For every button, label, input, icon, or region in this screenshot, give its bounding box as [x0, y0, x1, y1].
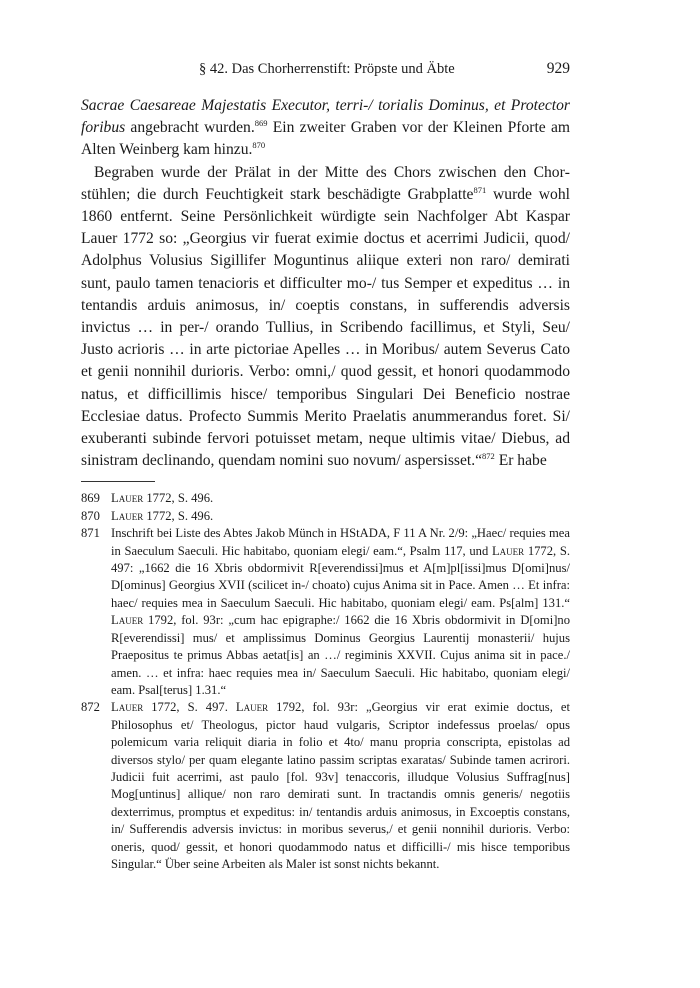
footnote-text-b: 1772, S. 497: „1662 die 16 Xbris obdormivit R[everendissi]mus et A[m]pl[issi]mus D[omi]nus/ D[ominus] Georgius XVII (scilicet in-/ choato) cujus Anima sit in Pace. Amen … Et infra: haec/ requies mea in Saeculum Saeculi. Hic habitabo, quoniam elegi/ eam. Ps[alm] 131.“: [111, 543, 570, 610]
footnote-text-a: 1772, S. 497.: [143, 700, 236, 715]
footnote-number: 871: [81, 526, 100, 541]
footnote-872: [81, 699, 570, 873]
footnote-ref-871[interactable]: 871: [473, 184, 487, 195]
paragraph-2-text-c: Er habe: [494, 452, 547, 470]
paragraph-2: [81, 162, 570, 473]
footnote-author: Lauer: [235, 700, 269, 715]
footnote-ref-870[interactable]: 870: [252, 140, 266, 151]
footnote-author: Lauer: [111, 508, 144, 523]
paragraph-1-text-a: angebracht wurden.: [125, 119, 255, 137]
footnote-author: Lauer: [111, 491, 144, 506]
footnote-text-a: Inschrift bei Liste des Abtes Jakob Münch in HStADA, F 11 A Nr. 2/9: „Haec/ requies mea in Saeculum Saeculi. Hic habitabo, quoniam elegi/ eam.“, Psalm 117, und: [111, 526, 570, 558]
running-header: [81, 58, 570, 80]
footnote-870: [81, 508, 570, 525]
footnote-separator: [81, 481, 155, 482]
footnote-number: 869: [81, 491, 100, 506]
main-text: [81, 95, 570, 472]
running-title: § 42. Das Chorherrenstift: Pröpste und Äbte: [199, 61, 455, 77]
paragraph-2-text-a: Begraben wurde der Prälat in der Mitte des Chors zwischen den Chorstühlen; die durch Feuchtigkeit stark beschädigte Grabplatte: [81, 163, 570, 203]
footnote-ref-872[interactable]: 872: [482, 451, 495, 462]
page-number: 929: [546, 60, 570, 77]
paragraph-2-text-b: wurde wohl 1860 entfernt. Seine Persönlichkeit würdigte sein Nachfolger Abt Kaspar Lauer 1772 so: „Georgius vir fuerat eximie doctus et acerrimi Judicii, quod/ Adolphus Volusius Sigillifer Moguntinus aliique exteri non raro/ demirati sunt, paulo tamen tenacioris et difficulter mo-/ tus Semper et expeditus … in tentandis arduis animosus, in/ coeptis constans, in sufferendis adversis invictus … in per-/ orando Tullius, in Scribendo facillimus, et Styli, Seu/ Justo acrioris … in arte pictoriae Apelles … in Moribus/ autem Severus Cato et genii nonnihil durioris. Verbo: omni,/ quod gessit, et honori quodammodo natus, et difficillimis hisce/ temporibus Singulari Dei Beneficio nostrae Ecclesiae datus. Profecto Summis Merito Praelatis anummerandus foret. Si/ exuberanti subinde fervori potuisset metam, neque ultimis vitae/ Diebus, ad sinistram declinando, quendam nomini suo novum/ aspersisset.“: [81, 185, 570, 470]
footnote-author: Lauer: [111, 613, 144, 628]
footnote-text-c: 1792, fol. 93r: „cum hac epigraphe:/ 1662 die 16 Xbris obdormivit in D[omi]no R[everendissi] mus/ et amplissimus Dominus Georgius Laurentij monasterii/ hujus Praepositus te primus Abbas aetat[is] an …/ regiminis XXVII. Cujus anima sit in pace./ amen. … et infra: haec requies mea in/ Saeculum Saeculi. Hic habitabo, quoniam elegi/ eam. Psal[terus] 1.31.“: [111, 613, 570, 697]
footnote-author: Lauer: [491, 543, 525, 558]
footnote-number: 872: [81, 700, 100, 715]
footnote-author: Lauer: [111, 700, 144, 715]
footnote-number: 870: [81, 508, 100, 523]
footnote-text-b: 1792, fol. 93r: „Georgius vir erat eximie doctus, et Philosophus et/ Theologus, pictor haud vulgaris, Scriptor indefessus proelas/ opus polemicum varia reliquit diaria in folio et 4to/ manu propria conscripta, epistolas ad diversos stylo/ per quam elegante latino passim scriptas exaratas/ Subinde tamen acrirori. Judicii fuit acerrimi, ast paulo [fol. 93v] tenaccoris, illudque Volusius Suffrag[nus] Mog[untinus] allique/ non raro demirati sunt. In tractandis omnis generis/ negotiis dexterrimus, promptus et expeditus: in/ tentandis arduis animosus, in Excoeptis constans, in/ Sufferendis adversis invictus: in moribus severus,/ et genii nonnihil durioris. Verbo: oneris, quod/ gessit, et honori quodammodo natus et difficilli-/ mis hisce temporibus Singular.“ Über seine Arbeiten als Maler ist sonst nichts bekannt.: [111, 700, 570, 871]
book-page: [81, 58, 570, 873]
footnotes-section: [81, 490, 570, 873]
footnote-text: 1772, S. 496.: [143, 508, 214, 523]
latin-inscription-italic: Sacrae Caesareae Majestatis Executor, terri-/ torialis Dominus, et Protector foribus: [81, 97, 570, 137]
paragraph-1: [81, 95, 570, 162]
footnote-text: 1772, S. 496.: [143, 491, 214, 506]
footnote-871: [81, 525, 570, 699]
footnote-ref-869[interactable]: 869: [254, 118, 268, 129]
footnote-869: [81, 490, 570, 507]
paragraph-1-text-b: Ein zweiter Graben vor der Kleinen Pforte am Alten Weinberg kam hinzu.: [81, 119, 570, 159]
